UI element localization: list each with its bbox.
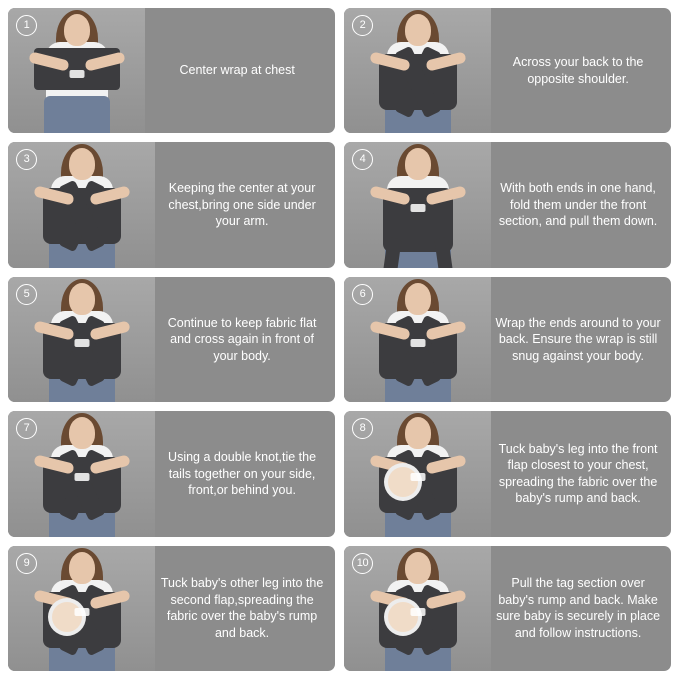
person-arms — [370, 459, 466, 473]
person-arms — [34, 325, 130, 339]
step-panel-10 — [344, 546, 671, 671]
person-head — [405, 14, 431, 46]
wrap-tag — [74, 473, 89, 481]
step-caption-8 — [491, 411, 671, 536]
step-badge-4: 4 — [352, 149, 373, 170]
wrap-tag — [74, 608, 89, 616]
step-panel-9 — [8, 546, 335, 671]
wrap-tag — [410, 339, 425, 347]
baby — [52, 602, 82, 632]
step-badge-1: 1 — [16, 15, 37, 36]
step-caption-text-10: Pull the tag section over baby's rump and back. Make sure baby is securely in place and follow instructions. — [496, 576, 661, 640]
step-badge-2: 2 — [352, 15, 373, 36]
step-caption-text-3: Keeping the center at your chest,bring one side under your arm. — [168, 181, 316, 229]
person-arms — [34, 594, 130, 608]
step-badge-8: 8 — [352, 418, 373, 439]
wrap-tag — [410, 473, 425, 481]
step-caption-4 — [491, 142, 671, 267]
step-badge-7: 7 — [16, 418, 37, 439]
step-caption-3 — [155, 142, 335, 267]
person-head — [69, 283, 95, 315]
person-arms — [370, 594, 466, 608]
person-head — [405, 417, 431, 449]
wrap-tag — [410, 204, 425, 212]
person-head — [69, 552, 95, 584]
person-arms — [370, 56, 466, 70]
step-panel-8 — [344, 411, 671, 536]
step-caption-text-4: With both ends in one hand, fold them under the front section, and pull them down. — [498, 181, 658, 229]
person-arms — [29, 56, 125, 70]
step-caption-10 — [491, 546, 671, 671]
step-panel-2 — [344, 8, 671, 133]
step-caption-9 — [155, 546, 335, 671]
step-badge-5: 5 — [16, 284, 37, 305]
baby — [388, 602, 418, 632]
step-caption-text-9: Tuck baby's other leg into the second flap,spreading the fabric over the baby's rump and back. — [160, 576, 324, 640]
step-caption-text-7: Using a double knot,tie the tails together on your side, front,or behind you. — [168, 450, 317, 498]
step-panel-5 — [8, 277, 335, 402]
person-arms — [34, 190, 130, 204]
baby — [388, 467, 418, 497]
person-jeans — [44, 96, 110, 134]
step-caption-7 — [155, 411, 335, 536]
person-head — [405, 552, 431, 584]
person-arms — [34, 459, 130, 473]
step-panel-4 — [344, 142, 671, 267]
person-arms — [370, 325, 466, 339]
step-panel-1 — [8, 8, 335, 133]
person-arms — [370, 190, 466, 204]
person-head — [405, 148, 431, 180]
step-caption-text-8: Tuck baby's leg into the front flap closest to your chest, spreading the fabric over the baby's rump and back. — [498, 441, 658, 506]
step-badge-3: 3 — [16, 149, 37, 170]
wrap-tag — [69, 70, 84, 78]
person-head — [69, 417, 95, 449]
step-badge-9: 9 — [16, 553, 37, 574]
step-caption-6 — [491, 277, 671, 402]
step-badge-10: 10 — [352, 553, 373, 574]
step-caption-2 — [491, 8, 671, 133]
step-panel-3 — [8, 142, 335, 267]
wrap-tag — [410, 608, 425, 616]
wrap-tag — [74, 339, 89, 347]
person-head — [405, 283, 431, 315]
person-head — [64, 14, 90, 46]
person-head — [69, 148, 95, 180]
step-caption-1 — [145, 8, 335, 133]
step-caption-text-2: Across your back to the opposite shoulder. — [512, 55, 644, 86]
step-caption-text-5: Continue to keep fabric flat and cross again in front of your body. — [167, 315, 317, 363]
step-panel-7 — [8, 411, 335, 536]
step-caption-text-6: Wrap the ends around to your back. Ensure the wrap is still snug against your body. — [495, 315, 661, 363]
step-caption-text-1: Center wrap at chest — [179, 63, 295, 78]
step-badge-6: 6 — [352, 284, 373, 305]
step-panel-6 — [344, 277, 671, 402]
step-caption-5 — [155, 277, 335, 402]
